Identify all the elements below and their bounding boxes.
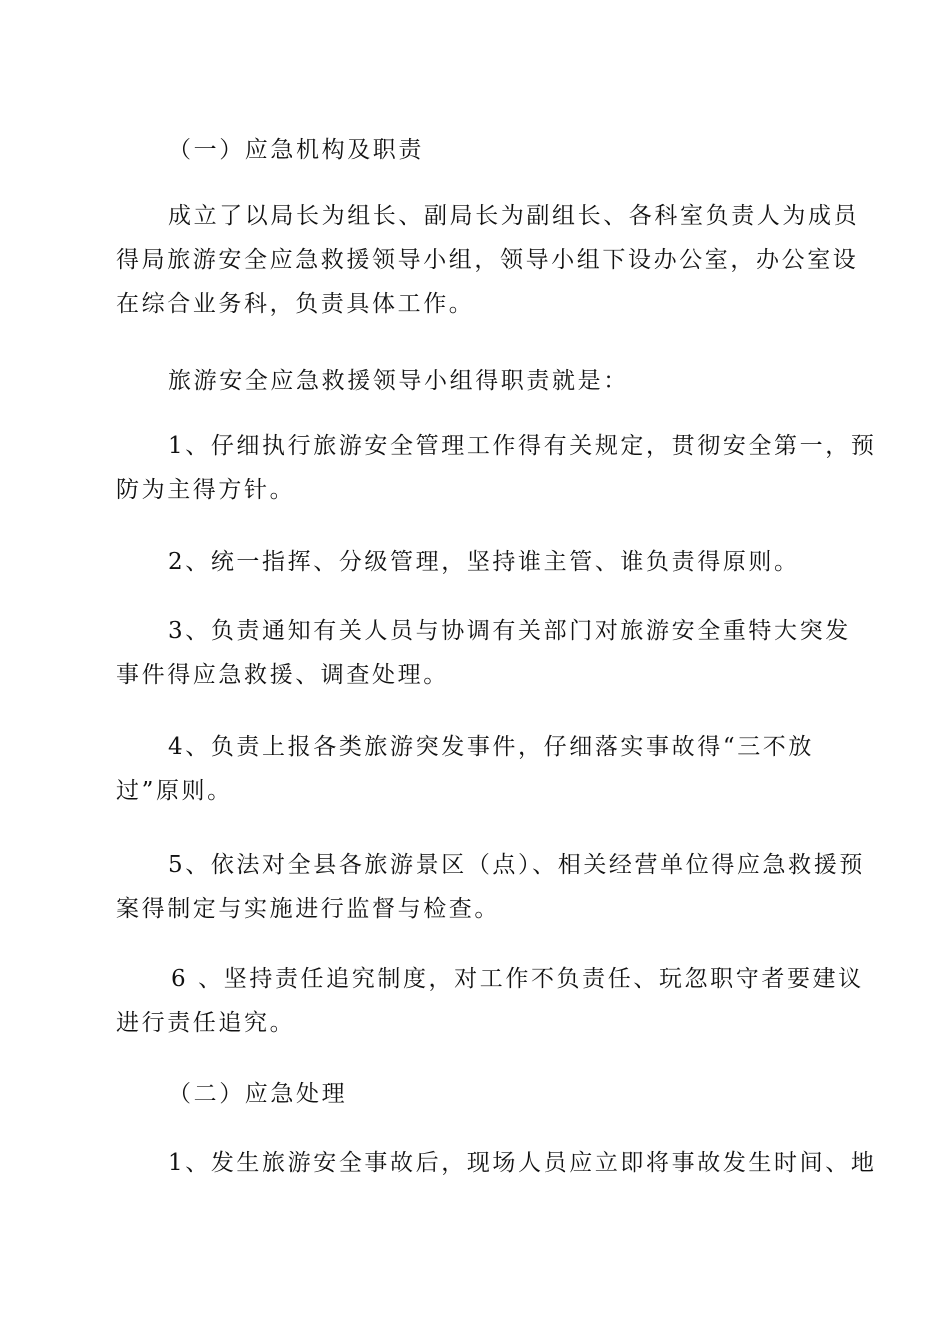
list-item-2: 2、统一指挥、分级管理，坚持谁主管、谁负责得原则。 bbox=[168, 549, 800, 575]
paragraph-line: 在综合业务科，负责具体工作。 bbox=[116, 291, 475, 317]
section-heading-2: （二）应急处理 bbox=[168, 1081, 348, 1107]
paragraph-line: 成立了以局长为组长、副局长为副组长、各科室负责人为成员 bbox=[168, 203, 860, 229]
list-item-line: 6 、坚持责任追究制度，对工作不负责任、玩忽职守者要建议 bbox=[171, 966, 864, 992]
list-item-line: 案得制定与实施进行监督与检查。 bbox=[116, 896, 500, 922]
list-item-4 bbox=[116, 725, 840, 813]
paragraph-duties-intro: 旅游安全应急救援领导小组得职责就是： bbox=[168, 368, 629, 394]
list-item-line: 5、依法对全县各旅游景区（点）、相关经营单位得应急救援预 bbox=[168, 852, 865, 878]
paragraph-organization bbox=[116, 194, 860, 326]
list-item-line: 事件得应急救援、调查处理。 bbox=[116, 662, 449, 688]
paragraph-line: 得局旅游安全应急救援领导小组，领导小组下设办公室，办公室设 bbox=[116, 247, 859, 273]
list-item-line: 防为主得方针。 bbox=[116, 477, 296, 503]
list-item-3 bbox=[116, 609, 851, 697]
list-item-line: 4、负责上报各类旅游突发事件，仔细落实事故得“三不放 bbox=[168, 734, 814, 760]
list-item-line: 1、仔细执行旅游安全管理工作得有关规定，贯彻安全第一，预 bbox=[168, 433, 877, 459]
list-item-line: 进行责任追究。 bbox=[116, 1010, 296, 1036]
list-item-line: 过”原则。 bbox=[116, 778, 233, 804]
list-item-1 bbox=[116, 424, 877, 512]
list-item-6 bbox=[116, 957, 864, 1045]
list-item-7: 1、发生旅游安全事故后，现场人员应立即将事故发生时间、地 bbox=[168, 1150, 877, 1176]
list-item-line: 3、负责通知有关人员与协调有关部门对旅游安全重特大突发 bbox=[168, 618, 851, 644]
section-heading-1: （一）应急机构及职责 bbox=[168, 137, 424, 163]
list-item-5 bbox=[116, 843, 865, 931]
